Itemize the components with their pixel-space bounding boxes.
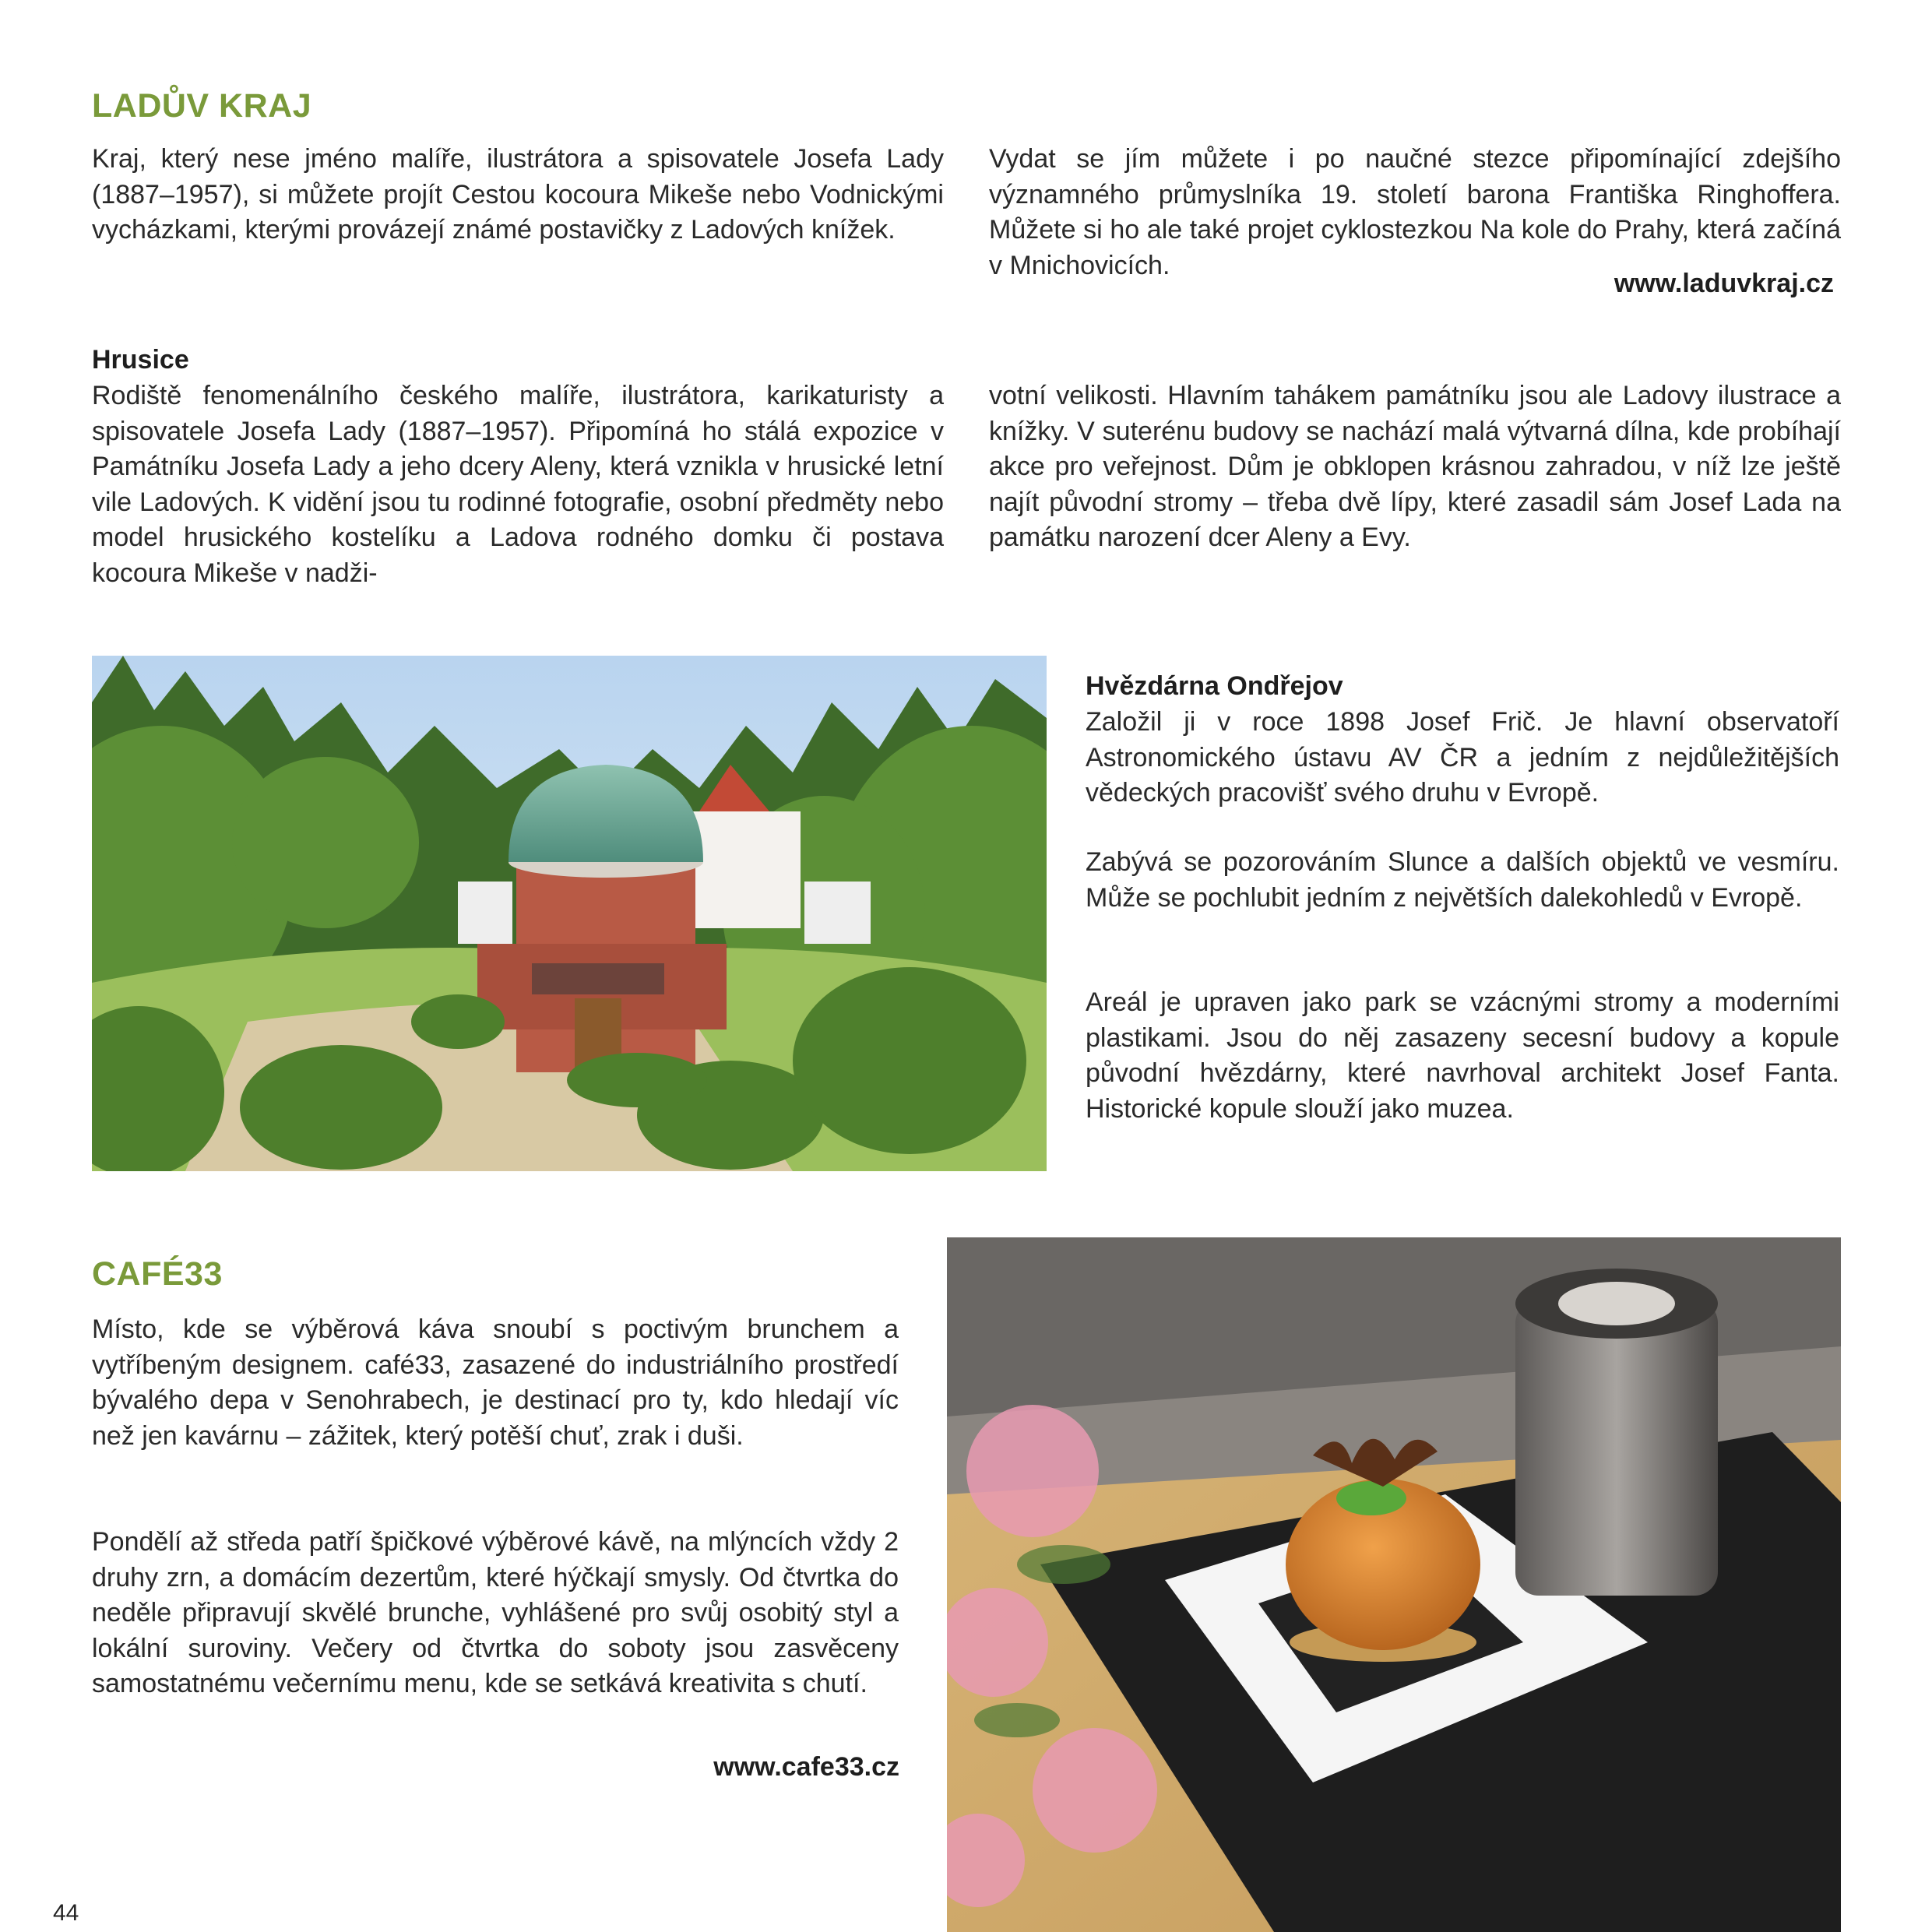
cafe33-link[interactable]: www.cafe33.cz [713,1752,899,1782]
intro-right-text: Vydat se jím můžete i po naučné stezce připomínající zdejšího významného průmyslníka 19. století barona Františka Ringhoffera. Můžete si ho ale také projet cyklostezkou Na kole do Prahy, která začíná v Mnichovicích. [989,144,1841,280]
hrusice-title: Hrusice [92,345,189,375]
hrusice-left-text: Rodiště fenomenálního českého malíře, ilustrátora, karikaturisty a spisovatele Josefa Lady (1887–1957). Připomíná ho stálá expozice v Památníku Josefa Lady a jeho dcery Aleny, která vznikla v hrusické letní vile Ladových. K vidění jsou tu rodinné fotografie, osobní předměty nebo model hrusického kostelíku a Ladova rodného domku či postava kocoura Mikeše v nadži- [92,381,944,588]
ondrejov-paragraph-3: Areál je upraven jako park se vzácnými stromy a moderními plastikami. Jsou do něj zasazeny secesní budovy a kopule původní hvězdárny, které navrhoval architekt Josef Fanta. Historické kopule slouží jako muzea. [1086,987,1839,1124]
section-heading-laduv-kraj: LADŮV KRAJ [92,87,312,125]
ondrejov-paragraph-1: Založil ji v roce 1898 Josef Frič. Je hlavní observatoří Astronomického ústavu AV ČR a jedním z nejdůležitějších vědeckých pracovišť svého druhu v Evropě. [1086,707,1839,808]
section-heading-cafe33: CAFÉ33 [92,1255,223,1293]
hrusice-right-text: votní velikosti. Hlavním tahákem památníku jsou ale Ladovy ilustrace a knížky. V suterénu budovy se nachází malá výtvarná dílna, kde probíhají akce pro veřejnost. Dům je obklopen krásnou zahradou, v níž lze ještě najít původní stromy – třeba dvě lípy, které zasadil sám Josef Lada na památku narození dcer Aleny a Evy. [989,381,1841,552]
cafe-dessert-photo [947,1237,1841,1932]
ondrejov-paragraph-2: Zabývá se pozorováním Slunce a dalších objektů ve vesmíru. Může se pochlubit jedním z největších dalekohledů v Evropě. [1086,847,1839,913]
ondrejov-title: Hvězdárna Ondřejov [1086,671,1343,701]
intro-left-text: Kraj, který nese jméno malíře, ilustrátora a spisovatele Josefa Lady (1887–1957), si můžete projít Cestou kocoura Mikeše nebo Vodnickými vycházkami, kterými provázejí známé postavičky z Ladových knížek. [92,144,944,245]
cafe-paragraph-2: Pondělí až středa patří špičkové výběrové kávě, na mlýncích vždy 2 druhy zrn, a domácím dezertům, které hýčkají smysly. Od čtvrtka do neděle připravují skvělé brunche, vyhlášené pro svůj osobitý styl a lokální suroviny. Večery od čtvrtka do soboty jsou zasvěceny samostatnému večernímu menu, kde se setkává kreativita s chutí. [92,1527,899,1698]
laduvkraj-link[interactable]: www.laduvkraj.cz [1614,269,1834,298]
page-number: 44 [53,1900,79,1926]
observatory-photo [92,656,1047,1171]
cafe-paragraph-1: Místo, kde se výběrová káva snoubí s poctivým brunchem a vytříbeným designem. café33, zasazené do industriálního prostředí bývalého depa v Senohrabech, je destinací pro ty, kdo hledají víc než jen kavárnu – zážitek, který potěší chuť, zrak i duši. [92,1314,899,1451]
